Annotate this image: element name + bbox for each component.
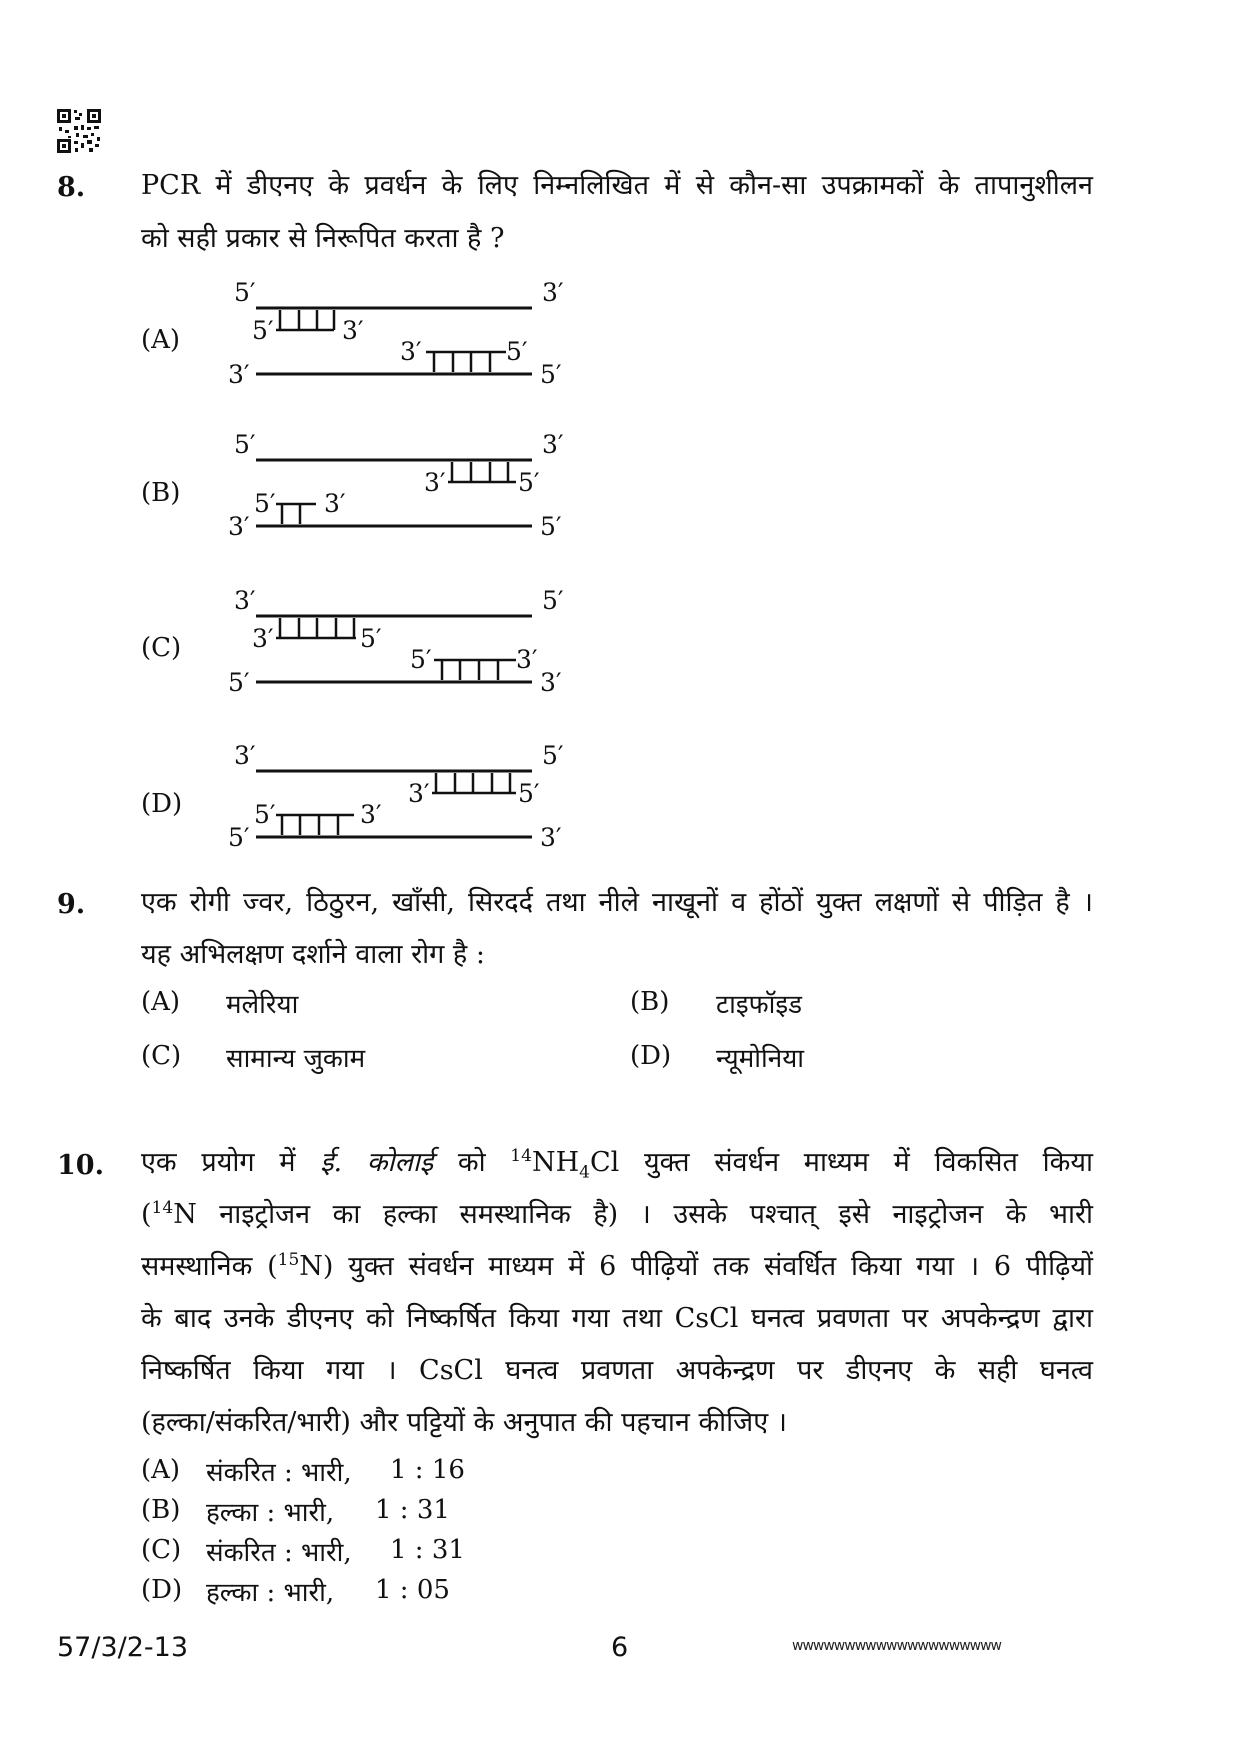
strand-end-label: 3′ <box>540 668 562 697</box>
strand-end-label: 5′ <box>542 588 564 615</box>
primer-end-label: 5′ <box>254 800 276 829</box>
strand-end-label: 5′ <box>228 823 250 852</box>
question-number: 10. <box>57 1150 104 1181</box>
question-text: यह अभिलक्षण दर्शाने वाला रोग है : <box>141 939 485 970</box>
strand-end-label: 5′ <box>234 432 256 459</box>
strand-end-label: 3′ <box>542 280 564 307</box>
primer-annealing-diagram <box>220 280 580 400</box>
primer <box>434 660 516 680</box>
option-label: (A) <box>141 325 181 355</box>
option-text: हल्का : भारी, <box>206 1498 335 1528</box>
wave-divider: wwwwwwwwwwwwwwwwwwww <box>792 1638 1002 1654</box>
primer-end-label: 3′ <box>324 489 346 518</box>
question-text: ($^{14}$N नाइट्रोजन का हल्का समस्थानिक है) । उसके पश्चात् इसे नाइट्रोजन के भारी <box>141 1198 1093 1230</box>
primer-end-label: 5′ <box>360 624 382 653</box>
question-text: (हल्का/संकरित/भारी) और पट्टियों के अनुपात की पहचान कीजिए । <box>141 1407 787 1438</box>
option-ratio: 1 : 31 <box>390 1535 465 1565</box>
question-text: एक रोगी ज्वर, ठिठुरन, खाँसी, सिरदर्द तथा नीले नाखूनों व होंठों युक्त लक्षणों से पीड़ित है । <box>141 887 1093 918</box>
primer-end-label: 5′ <box>518 468 540 497</box>
option-ratio: 1 : 05 <box>375 1575 450 1605</box>
primer-end-label: 5′ <box>518 779 540 808</box>
primer-end-label: 5′ <box>254 489 276 518</box>
primer-end-label: 3′ <box>408 779 430 808</box>
option-text: सामान्य जुकाम <box>226 1044 366 1074</box>
option-text: न्यूमोनिया <box>716 1044 805 1074</box>
option-label: (D) <box>630 1041 672 1071</box>
primer-annealing-diagram <box>220 743 580 863</box>
option-label: (A) <box>141 1455 181 1485</box>
primer-end-label: 3′ <box>252 624 274 653</box>
option-text: संकरित : भारी, <box>206 1458 352 1488</box>
option-label: (B) <box>141 478 181 508</box>
question-text: निष्कर्षित किया गया । CsCl घनत्व प्रवणता अपकेन्द्रण पर डीएनए के सही घनत्व <box>141 1355 1093 1386</box>
page-number: 6 <box>611 1632 629 1663</box>
primer <box>426 352 506 372</box>
option-text: मलेरिया <box>226 990 299 1020</box>
primer-end-label: 3′ <box>342 316 364 345</box>
primer-end-label: 3′ <box>400 337 422 366</box>
option-text: संकरित : भारी, <box>206 1538 352 1568</box>
primer-end-label: 3′ <box>516 645 538 674</box>
option-label: (B) <box>630 987 670 1017</box>
strand-end-label: 3′ <box>234 743 256 770</box>
strand-end-label: 5′ <box>228 668 250 697</box>
primer <box>448 462 516 482</box>
primer-annealing-diagram <box>220 588 580 708</box>
primer-end-label: 3′ <box>424 468 446 497</box>
question-text: के बाद उनके डीएनए को निष्कर्षित किया गया तथा CsCl घनत्व प्रवणता पर अपकेन्द्रण द्वारा <box>141 1303 1093 1334</box>
strand-end-label: 3′ <box>228 512 250 541</box>
paper-code: 57/3/2-13 <box>57 1632 189 1663</box>
primer <box>432 773 516 793</box>
primer-end-label: 5′ <box>506 337 528 366</box>
option-label: (C) <box>141 1535 182 1565</box>
option-label: (B) <box>141 1495 181 1525</box>
option-label: (C) <box>141 1041 182 1071</box>
primer-end-label: 3′ <box>360 800 382 829</box>
question-text: PCR में डीएनए के प्रवर्धन के लिए निम्नलिखित में से कौन-सा उपक्रामकों के तापानुशीलन <box>141 170 1093 201</box>
primer-end-label: 5′ <box>410 645 432 674</box>
option-ratio: 1 : 31 <box>375 1495 450 1525</box>
strand-end-label: 3′ <box>540 823 562 852</box>
question-text: एक प्रयोग में ई. कोलाई को $^{14}NH_4Cl$ युक्त संवर्धन माध्यम में विकसित किया <box>141 1146 1093 1183</box>
question-number: 9. <box>57 889 86 920</box>
question-text: समस्थानिक ($^{15}$N) युक्त संवर्धन माध्यम में 6 पीढ़ियों तक संवर्धित किया गया । 6 पीढ़ियों <box>141 1250 1094 1282</box>
strand-end-label: 3′ <box>234 588 256 615</box>
strand-end-label: 5′ <box>542 743 564 770</box>
option-ratio: 1 : 16 <box>390 1455 465 1485</box>
strand-end-label: 3′ <box>228 360 250 389</box>
primer <box>276 815 354 835</box>
option-label: (C) <box>141 633 182 663</box>
question-number: 8. <box>57 172 86 203</box>
option-label: (A) <box>141 987 181 1017</box>
question-text: को सही प्रकार से निरूपित करता है ? <box>141 223 505 254</box>
strand-end-label: 5′ <box>234 280 256 307</box>
primer-annealing-diagram <box>220 432 580 552</box>
qr-code-icon <box>56 108 102 154</box>
primer <box>276 618 356 638</box>
strand-end-label: 5′ <box>540 512 562 541</box>
option-label: (D) <box>141 789 183 819</box>
strand-end-label: 3′ <box>542 432 564 459</box>
strand-end-label: 5′ <box>540 360 562 389</box>
option-label: (D) <box>141 1575 183 1605</box>
primer <box>276 310 334 330</box>
option-text: टाइफॉइड <box>716 990 803 1020</box>
primer <box>276 504 316 524</box>
option-text: हल्का : भारी, <box>206 1578 335 1608</box>
primer-end-label: 5′ <box>252 316 274 345</box>
